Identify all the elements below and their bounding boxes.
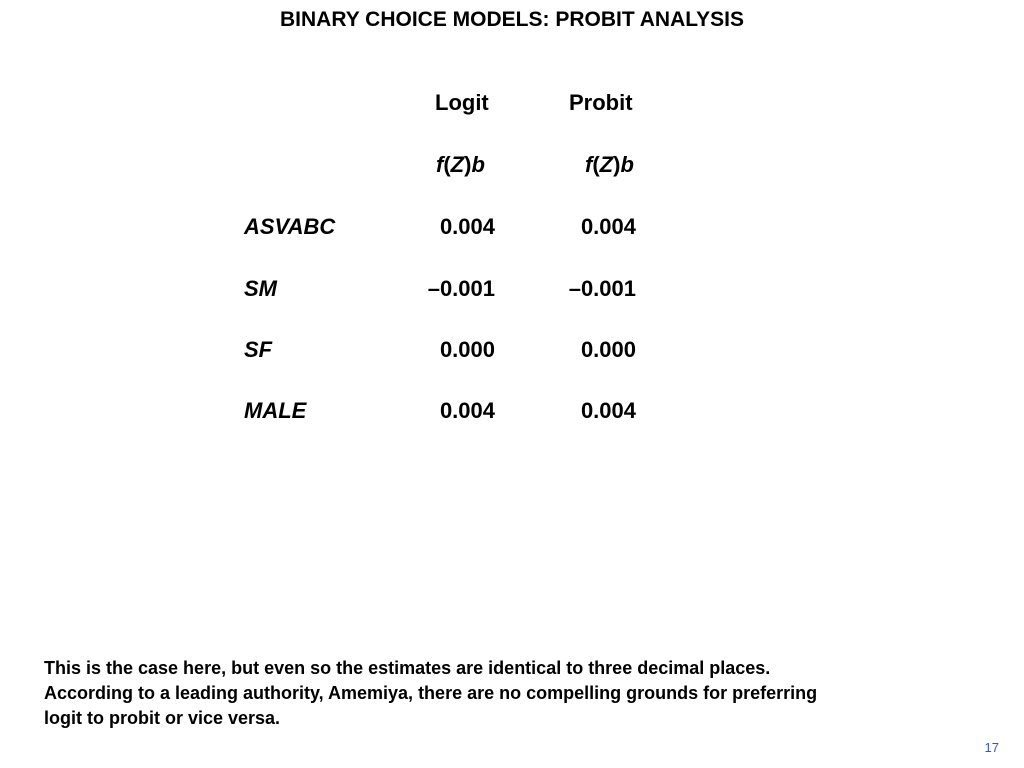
cell-sf-logit: 0.000: [439, 337, 495, 362]
subheader-f: f: [436, 152, 444, 177]
caption-line-1: This is the case here, but even so the estimates are identical to three decimal places.: [44, 658, 771, 678]
column-subheader-logit: [436, 152, 485, 178]
cell-male-probit: 0.004: [580, 398, 636, 423]
close-paren: ): [464, 152, 472, 177]
subheader-z: Z: [599, 152, 614, 177]
slide-title: BINARY CHOICE MODELS: PROBIT ANALYSIS: [280, 8, 744, 31]
open-paren: (: [443, 152, 451, 177]
cell-asvabc-logit: 0.004: [439, 214, 495, 239]
row-label-male: MALE: [244, 398, 307, 423]
cell-sf-probit: 0.000: [580, 337, 636, 362]
column-header-probit: Probit: [569, 90, 633, 115]
cell-sm-logit: –0.001: [427, 276, 495, 301]
slide-caption: [44, 656, 994, 731]
caption-line-2: According to a leading authority, Amemiya, there are no compelling grounds for preferring: [44, 683, 818, 703]
caption-line-3: logit to probit or vice versa.: [44, 708, 281, 728]
subheader-z: Z: [450, 152, 465, 177]
open-paren: (: [592, 152, 600, 177]
subheader-b: b: [620, 152, 634, 177]
close-paren: ): [613, 152, 621, 177]
row-label-sf: SF: [244, 337, 273, 362]
cell-male-logit: 0.004: [439, 398, 495, 423]
cell-asvabc-probit: 0.004: [580, 214, 636, 239]
subheader-f: f: [585, 152, 593, 177]
subheader-b: b: [471, 152, 485, 177]
column-header-logit: Logit: [435, 90, 489, 115]
row-label-sm: SM: [244, 276, 277, 301]
cell-sm-probit: –0.001: [568, 276, 636, 301]
column-subheader-probit: [585, 152, 634, 178]
page-number: 17: [984, 740, 999, 755]
row-label-asvabc: ASVABC: [244, 214, 336, 239]
